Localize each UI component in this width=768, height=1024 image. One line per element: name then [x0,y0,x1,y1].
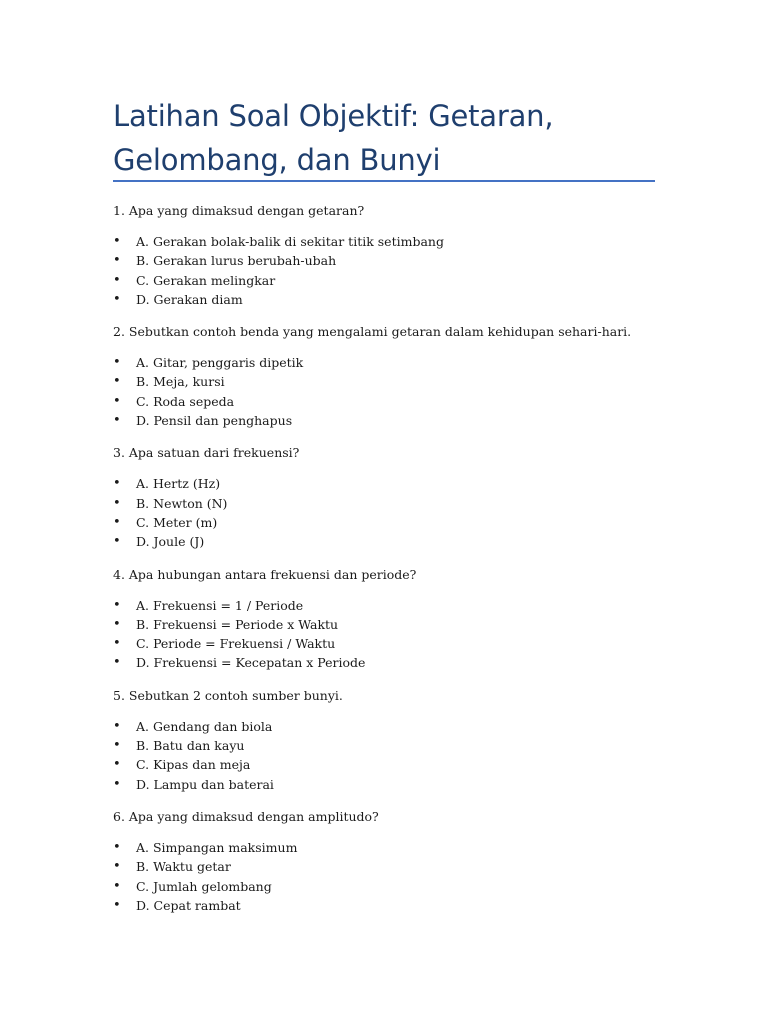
document-title: Latihan Soal Objektif: Getaran, Gelombang, dan Bunyi [113,99,554,177]
option-text: D. Frekuensi = Kecepatan x Periode [136,655,366,671]
option-text: D. Pensil dan penghapus [136,413,293,429]
option-list [113,353,733,430]
option-item [113,513,733,532]
option-text: B. Meja, kursi [136,374,225,390]
bullet-icon: • [113,859,121,875]
bullet-icon: • [113,616,121,632]
option-text: B. Gerakan lurus berubah-ubah [136,253,337,269]
question-text: 1. Apa yang dimaksud dengan getaran? [113,203,365,218]
option-text: B. Newton (N) [136,495,228,511]
option-text: A. Hertz (Hz) [136,476,221,492]
option-text: C. Periode = Frekuensi / Waktu [136,636,336,652]
option-text: C. Roda sepeda [136,393,235,409]
question-list [113,201,733,928]
option-item [113,372,733,391]
option-item [113,232,733,251]
option-item [113,877,733,896]
bullet-icon: • [113,393,121,409]
bullet-icon: • [113,636,121,652]
option-list [113,717,733,794]
option-item [113,653,733,672]
option-text: A. Gerakan bolak-balik di sekitar titik setimbang [136,234,444,249]
bullet-icon: • [113,776,121,792]
option-item [113,290,733,309]
bullet-icon: • [113,234,121,249]
question-block [113,201,733,309]
question-block [113,322,733,430]
option-text: B. Batu dan kayu [136,738,245,754]
bullet-icon: • [113,878,121,894]
option-text: D. Joule (J) [136,534,205,550]
option-item [113,474,733,493]
option-list [113,838,733,915]
option-text: A. Frekuensi = 1 / Periode [136,597,304,613]
bullet-icon: • [113,355,121,371]
option-list [113,232,733,309]
option-text: D. Gerakan diam [136,291,243,307]
bullet-icon: • [113,374,121,390]
option-text: A. Simpangan maksimum [136,839,298,855]
option-item [113,896,733,915]
question-text: 4. Apa hubungan antara frekuensi dan periode? [113,566,417,582]
option-item [113,634,733,653]
question-text: 5. Sebutkan 2 contoh sumber bunyi. [113,687,343,703]
bullet-icon: • [113,839,121,855]
bullet-icon: • [113,897,121,913]
bullet-icon: • [113,655,121,671]
option-text: B. Waktu getar [136,859,231,875]
question-text: 3. Apa satuan dari frekuensi? [113,445,300,461]
option-item [113,271,733,290]
option-item [113,736,733,755]
title-underline [113,180,655,182]
question-block [113,443,733,551]
bullet-icon: • [113,413,121,429]
option-text: C. Jumlah gelombang [136,878,272,894]
option-list [113,474,733,551]
option-item [113,353,733,372]
option-text: B. Frekuensi = Periode x Waktu [136,616,339,632]
bullet-icon: • [113,253,121,269]
option-item [113,494,733,513]
question-block [113,565,733,673]
option-text: D. Cepat rambat [136,897,241,913]
option-list [113,596,733,673]
option-text: A. Gendang dan biola [136,718,273,734]
bullet-icon: • [113,718,121,734]
option-text: C. Gerakan melingkar [136,272,276,288]
option-text: C. Meter (m) [136,514,218,530]
option-item [113,596,733,615]
option-item [113,251,733,270]
option-item [113,857,733,876]
question-text: 6. Apa yang dimaksud dengan amplitudo? [113,808,379,824]
bullet-icon: • [113,738,121,754]
option-item [113,532,733,551]
option-item [113,392,733,411]
question-text: 2. Sebutkan contoh benda yang mengalami getaran dalam kehidupan sehari-hari. [113,324,632,340]
option-item [113,755,733,774]
option-text: C. Kipas dan meja [136,757,251,773]
bullet-icon: • [113,495,121,511]
question-block [113,807,733,915]
option-item [113,615,733,634]
option-text: A. Gitar, penggaris dipetik [136,355,304,371]
bullet-icon: • [113,534,121,550]
option-item [113,717,733,736]
option-item [113,411,733,430]
option-item [113,775,733,794]
bullet-icon: • [113,514,121,530]
bullet-icon: • [113,597,121,613]
option-text: D. Lampu dan baterai [136,776,274,792]
bullet-icon: • [113,272,121,288]
option-item [113,838,733,857]
question-block [113,686,733,794]
bullet-icon: • [113,476,121,492]
bullet-icon: • [113,757,121,773]
bullet-icon: • [113,291,121,307]
